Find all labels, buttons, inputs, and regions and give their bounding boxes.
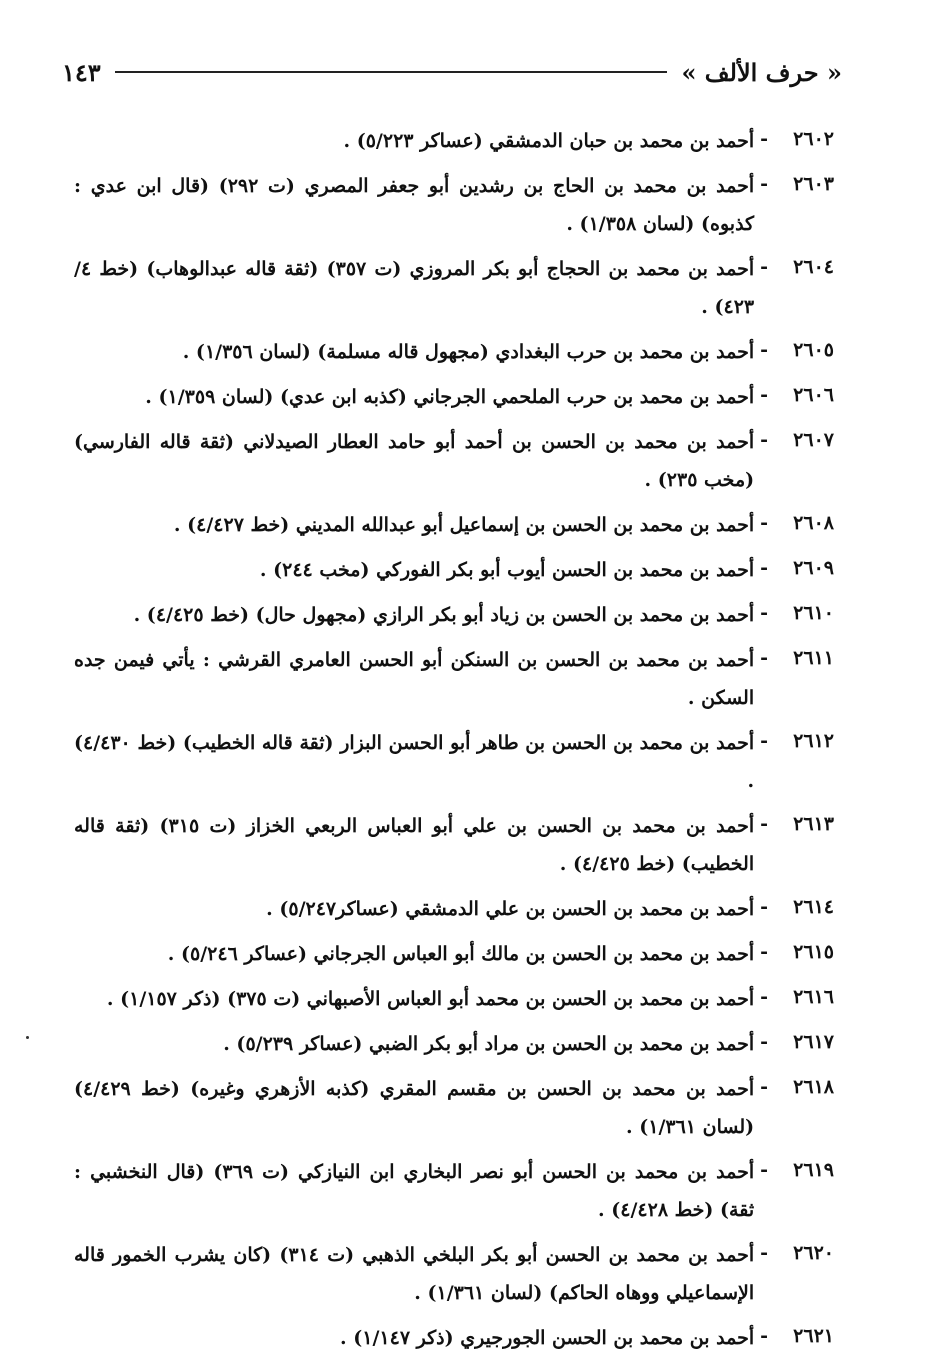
entry-text: أحمد بن محمد بن الحسن بن علي الدمشقي (عساكر٥/٢٤٧) . [266, 898, 755, 920]
list-item [74, 423, 834, 499]
list-item [74, 1153, 834, 1229]
entry-number: ٢٦١١ [793, 647, 834, 669]
list-item [74, 980, 834, 1018]
list-item [74, 1236, 834, 1312]
entry-dash: - [760, 1159, 768, 1181]
entry-number: ٢٦٠٨ [793, 512, 834, 534]
entry-dash: - [760, 602, 768, 624]
entry-text: أحمد بن محمد بن الحسن بن إسماعيل أبو عبدالله المديني (خط ٤/٤٢٧) . [173, 514, 755, 536]
list-item [74, 122, 834, 160]
entry-text: أحمد بن محمد بن الحسن أبو نصر البخاري ابن النيازكي (ت ٣٦٩) (قال النخشبي : ثقة) (خط ٤/٤٢٨) . [74, 1161, 755, 1221]
entry-dash: - [760, 429, 768, 451]
entry-text: أحمد بن محمد بن الحسن بن أحمد أبو حامد العطار الصيدلاني (ثقة قاله الفارسي) (مخب ٢٣٥) . [74, 431, 755, 491]
entry-number: ٢٦١٢ [793, 730, 834, 752]
entry-dash: - [760, 730, 768, 752]
entry-text: أحمد بن محمد بن حبان الدمشقي (عساكر ٥/٢٢٣) . [343, 130, 755, 152]
entry-dash: - [760, 173, 768, 195]
entry-dash: - [760, 256, 768, 278]
entry-text: أحمد بن محمد بن الحسن أبو بكر البلخي الذهبي (ت ٣١٤) (كان يشرب الخمور قاله الإسماعيلي ووهاه الحاكم) (لسان ١/٣٦١) . [74, 1244, 755, 1304]
entry-text: أحمد بن محمد بن حرب الملحمي الجرجاني (كذبه ابن عدي) (لسان ١/٣٥٩) . [145, 386, 755, 408]
entry-dash: - [760, 813, 768, 835]
list-item [74, 596, 834, 634]
entry-dash: - [760, 941, 768, 963]
entry-text: أحمد بن محمد بن الحسن بن طاهر أبو الحسن البزار (ثقة قاله الخطيب) (خط ٤/٤٣٠) . [74, 732, 755, 792]
entry-number: ٢٦١٨ [793, 1076, 834, 1098]
list-item [74, 1319, 834, 1357]
entries-list [74, 122, 834, 1364]
entry-number: ٢٦٠٣ [793, 173, 834, 195]
entry-dash: - [760, 1325, 768, 1347]
page-header [62, 52, 842, 92]
entry-dash: - [760, 1242, 768, 1264]
list-item [74, 641, 834, 717]
list-item [74, 1070, 834, 1146]
entry-text: أحمد بن محمد بن الحسن الجورجيري (ذكر ١/١٤٧) . [340, 1327, 755, 1349]
stray-dot [26, 1036, 29, 1039]
entry-text: أحمد بن محمد بن الحجاج أبو بكر المروزي (ت ٣٥٧) (ثقة قاله عبدالوهاب) (خط ٤/ ٤٢٣) . [74, 258, 755, 318]
list-item [74, 167, 834, 243]
entry-text: أحمد بن محمد بن الحسن بن السنكن أبو الحسن العامري القرشي : يأتي فيمن جده السكن . [74, 649, 755, 709]
entry-dash: - [760, 512, 768, 534]
entry-number: ٢٦٠٤ [793, 256, 834, 278]
entry-text: أحمد بن محمد بن الحاج بن رشدين أبو جعفر المصري (ت ٢٩٢) (قال ابن عدي : كذبوه) (لسان ١/٣٥٨) . [74, 175, 755, 235]
chapter-title: « حرف الألف » [681, 57, 842, 87]
entry-dash: - [760, 1031, 768, 1053]
list-item [74, 378, 834, 416]
list-item [74, 333, 834, 371]
entry-text: أحمد بن محمد بن الحسن بن مقسم المقري (كذبه الأزهري وغيره) (خط ٤/٤٢٩) (لسان ١/٣٦١) . [74, 1078, 755, 1138]
list-item [74, 935, 834, 973]
entry-text: أحمد بن محمد بن الحسن بن مراد أبو بكر الضبي (عساكر ٥/٢٣٩) . [223, 1033, 755, 1055]
entry-dash: - [760, 339, 768, 361]
entry-number: ٢٦٠٥ [793, 339, 834, 361]
entry-dash: - [760, 647, 768, 669]
list-item [74, 506, 834, 544]
entry-text: أحمد بن محمد بن الحسن بن مالك أبو العباس الجرجاني (عساكر ٥/٢٤٦) . [167, 943, 755, 965]
entry-number: ٢٦١٠ [793, 602, 834, 624]
entry-dash: - [760, 384, 768, 406]
entry-dash: - [760, 986, 768, 1008]
entry-number: ٢٦١٧ [793, 1031, 834, 1053]
entry-text: أحمد بن محمد بن الحسن بن علي أبو العباس الربعي الخزاز (ت ٣١٥) (ثقة قاله الخطيب) (خط ٤/٤٢٥) . [74, 815, 755, 875]
entry-number: ٢٦٠٩ [793, 557, 834, 579]
entry-dash: - [760, 896, 768, 918]
page-number: ١٤٣ [62, 57, 101, 87]
entry-number: ٢٦٠٢ [793, 128, 834, 150]
entry-text: أحمد بن محمد بن الحسن بن محمد أبو العباس الأصبهاني (ت ٣٧٥) (ذكر ١/١٥٧) . [106, 988, 755, 1010]
entry-number: ٢٦٢٠ [793, 1242, 834, 1264]
entry-text: أحمد بن محمد بن الحسن أيوب أبو بكر الفوركي (مخب ٢٤٤) . [259, 559, 755, 581]
list-item [74, 1025, 834, 1063]
list-item [74, 807, 834, 883]
entry-number: ٢٦١٦ [793, 986, 834, 1008]
entry-dash: - [760, 557, 768, 579]
list-item [74, 551, 834, 589]
entry-number: ٢٦١٣ [793, 813, 834, 835]
entry-number: ٢٦٢١ [793, 1325, 834, 1347]
list-item [74, 724, 834, 800]
entry-number: ٢٦١٤ [793, 896, 834, 918]
entry-number: ٢٦١٥ [793, 941, 834, 963]
entry-dash: - [760, 128, 768, 150]
entry-number: ٢٦٠٦ [793, 384, 834, 406]
entry-number: ٢٦١٩ [793, 1159, 834, 1181]
entry-text: أحمد بن محمد بن حرب البغدادي (مجهول قاله مسلمة) (لسان ١/٣٥٦) . [182, 341, 755, 363]
header-rule [115, 71, 668, 73]
entry-number: ٢٦٠٧ [793, 429, 834, 451]
list-item [74, 890, 834, 928]
list-item [74, 250, 834, 326]
entry-text: أحمد بن محمد بن الحسن بن زياد أبو بكر الرازي (مجهول حال) (خط ٤/٤٢٥) . [133, 604, 755, 626]
entry-dash: - [760, 1076, 768, 1098]
